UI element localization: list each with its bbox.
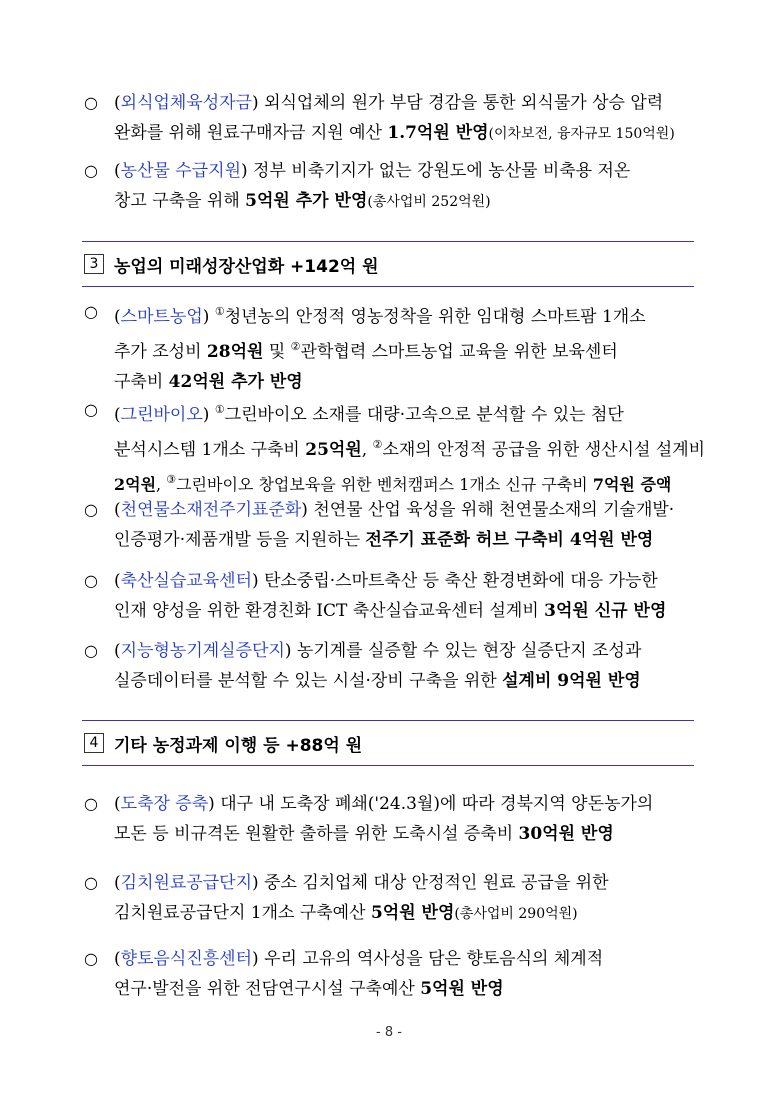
bullet-icon: ○ xyxy=(84,500,98,519)
list-item-slaughterhouse: ○ (도축장 증축) 대구 내 도축장 폐쇄('24.3월)에 따라 경북지역 양돈농가의 모돈 등 비규격돈 원활한 출하를 위한 도축시설 증축비 30억원 반영 xyxy=(70,789,720,849)
list-item-kimchi-complex: ○ (김치원료공급단지) 중소 김치업체 대상 안정적인 원료 공급을 위한 김치원료공급단지 1개소 구축예산 5억원 반영(총사업비 290억원) xyxy=(70,868,720,929)
section-number-box: 3 xyxy=(84,254,104,274)
list-item-smart-machinery: ○ (지능형농기계실증단지) 농기계를 실증할 수 있는 현장 실증단지 조성과 실증데이터를 분석할 수 있는 시설·장비 구축을 위한 설계비 9억원 반영 xyxy=(70,636,720,696)
list-item-livestock-center: ○ (축산실습교육센터) 탄소중립·스마트축산 등 축산 환경변화에 대응 가능한 인재 양성을 위한 환경친화 ICT 축산실습교육센터 설계비 3억원 신규 반영 xyxy=(70,566,720,626)
bullet-icon: ○ xyxy=(84,302,98,321)
bullet-icon: ○ xyxy=(84,400,98,419)
list-item-natural-materials: ○ (천연물소재전주기표준화) 천연물 산업 육성을 위해 천연물소재의 기술개발· 인증평가·제품개발 등을 지원하는 전주기 표준화 허브 구축비 4억원 반영 xyxy=(70,495,720,555)
page-number: - 8 - xyxy=(376,1025,402,1040)
section-number-box: 4 xyxy=(84,733,104,753)
list-item-restaurant-fund: ○ (외식업체육성자금) 외식업체의 원가 부담 경감을 통한 외식물가 상승 압력 완화를 위해 원료구매자금 지원 예산 1.7억원 반영(이차보전, 융자규모 150억원) xyxy=(70,88,720,149)
bullet-icon: ○ xyxy=(84,571,98,590)
list-item-local-food-center: ○ (향토음식진흥센터) 우리 고유의 역사성을 담은 향토음식의 체계적 연구·발전을 위한 전담연구시설 구축예산 5억원 반영 xyxy=(70,944,720,1004)
list-item-smart-farming: ○ (스마트농업) ①청년농의 안정적 영농정착을 위한 임대형 스마트팜 1개소 추가 조성비 28억원 및 ②관학협력 스마트농업 교육을 위한 보육센터 구축비 42억원 추가 반영 xyxy=(70,297,720,397)
bullet-icon: ○ xyxy=(84,161,98,180)
section-heading-4 xyxy=(82,720,694,766)
section-title: 기타 농정과제 이행 등 +88억 원 xyxy=(114,735,363,756)
item-keyword: 축산실습교육센터 xyxy=(120,571,253,591)
item-keyword: 김치원료공급단지 xyxy=(120,873,253,893)
bullet-icon: ○ xyxy=(84,641,98,660)
bullet-icon: ○ xyxy=(84,949,98,968)
item-keyword: 농산물 수급지원 xyxy=(120,161,241,181)
bullet-icon: ○ xyxy=(84,93,98,112)
item-keyword: 스마트농업 xyxy=(120,307,203,327)
item-keyword: 그린바이오 xyxy=(120,405,203,425)
section-heading-3 xyxy=(82,241,694,287)
item-keyword: 도축장 증축 xyxy=(120,794,209,814)
item-keyword: 지능형농기계실증단지 xyxy=(120,641,285,661)
item-keyword: 천연물소재전주기표준화 xyxy=(120,500,302,520)
bullet-icon: ○ xyxy=(84,873,98,892)
list-item-produce-supply: ○ (농산물 수급지원) 정부 비축기지가 없는 강원도에 농산물 비축용 저온 창고 구축을 위해 5억원 추가 반영(총사업비 252억원) xyxy=(70,156,720,217)
item-keyword: 외식업체육성자금 xyxy=(120,93,253,113)
divider xyxy=(82,286,694,287)
item-keyword: 향토음식진흥센터 xyxy=(120,949,253,969)
divider xyxy=(82,765,694,766)
bullet-icon: ○ xyxy=(84,794,98,813)
list-item-green-bio: ○ (그린바이오) ①그린바이오 소재를 대량·고속으로 분석할 수 있는 첨단 분석시스템 1개소 구축비 25억원, ②소재의 안정적 공급을 위한 생산시설 설계비 2억원, ③그린바이오 창업보육을 위한 벤처캠퍼스 1개소 신규 구축비 7억원 증액 xyxy=(70,395,720,500)
section-title: 농업의 미래성장산업화 +142억 원 xyxy=(114,256,379,277)
